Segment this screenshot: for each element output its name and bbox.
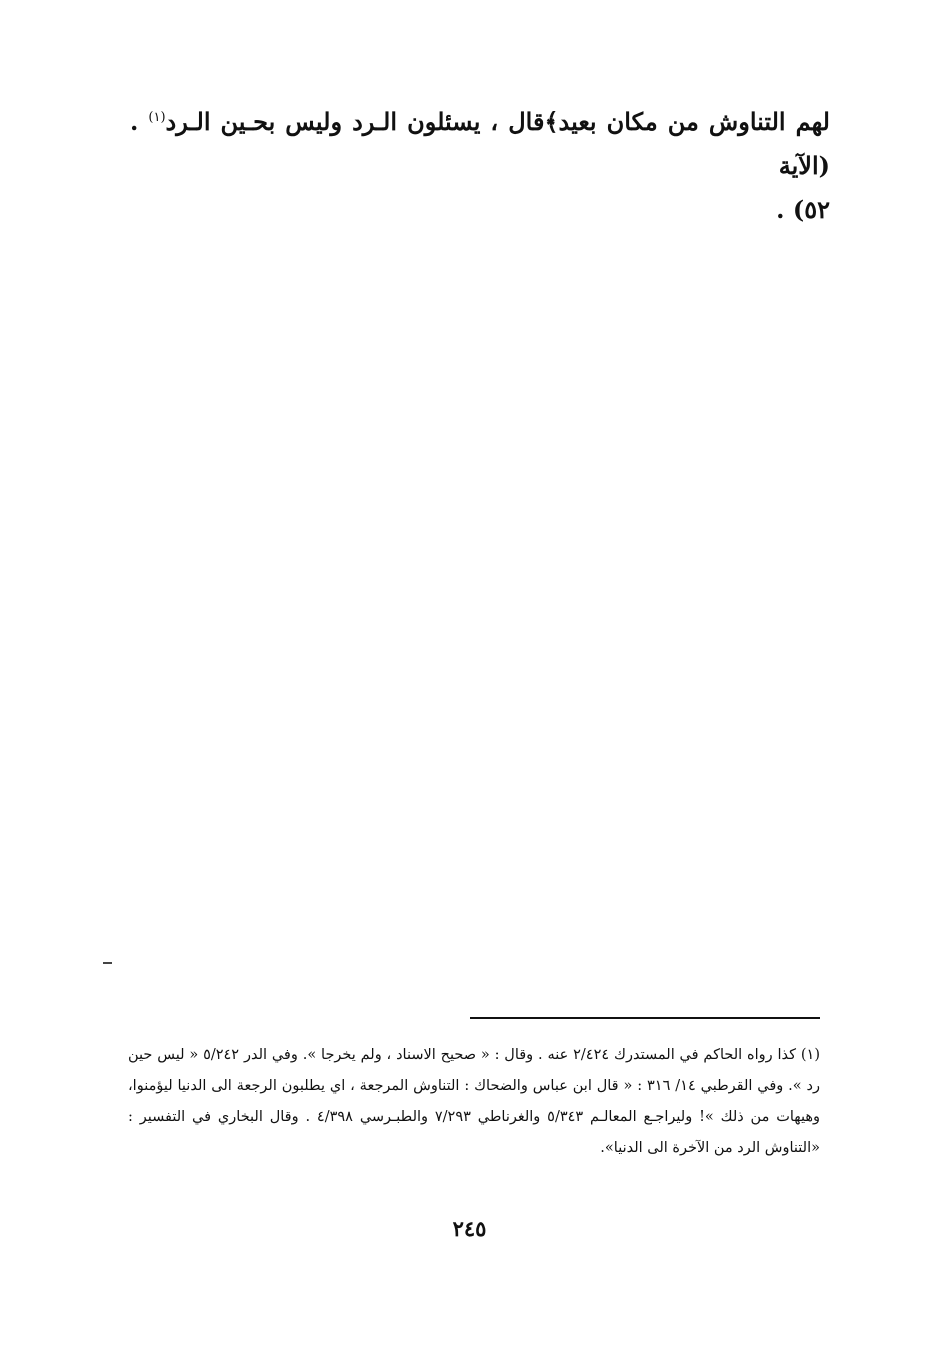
stray-margin-mark (103, 962, 112, 964)
main-text-line-1-body: لهم التناوش من مكان بعيد﴾قال ، يسئلون الـرد وليس بحـين الـرد (165, 107, 830, 136)
main-text-line-2: ٥٢) . (776, 195, 830, 224)
footnotes-block (128, 1040, 820, 1164)
footnote-separator-rule (470, 1017, 820, 1019)
main-text-line-1-end: . (الآية (130, 107, 830, 180)
main-text-block (130, 96, 830, 232)
page-number: ٢٤٥ (452, 1216, 487, 1241)
main-text-line-1 (130, 96, 830, 188)
footnote-1: (١) كذا رواه الحاكم في المستدرك ٢/٤٢٤ عنه . وقال : « صحيح الاسناد ، ولم يخرجا ». وفي الدر ٥/٢٤٢ « ليس حين رد ». وفي القرطبي ١٤/ ٣١٦ : « قال ابن عباس والضحاك : التناوش المرجعة ، اي يطلبون الرجعة الى الدنيا ليؤمنوا، وهيهات من ذلك »! وليراجـع المعالـم ٥/٣٤٣ والغرناطي ٧/٢٩٣ والطبـرسي ٤/٣٩٨ . وقال البخاري في التفسير : «التناوش الرد من الآخرة الى الدنيا». (128, 1047, 821, 1156)
footnote-reference-marker: (١) (148, 110, 166, 125)
